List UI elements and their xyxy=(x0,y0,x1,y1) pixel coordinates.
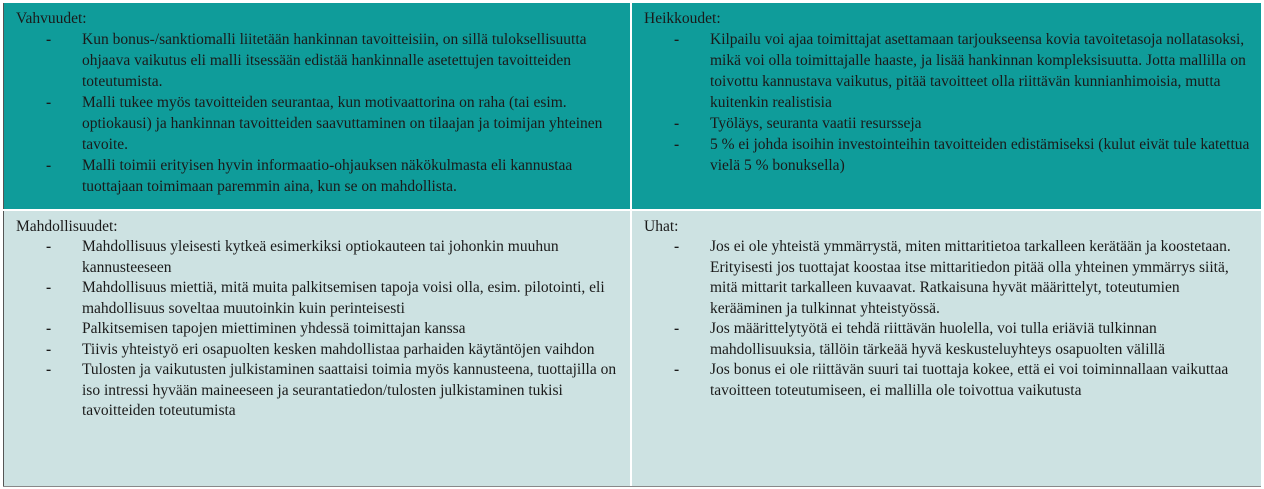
bullet-dash: - xyxy=(46,157,52,174)
list-item-text: Jos ei ole yhteistä ymmärrystä, miten mittaritietoa tarkalleen kerätään ja koostetaan. Erityisesti jos tuottajat koostaa itse mittaritiedon pitää olla yhteinen ymmärrys siitä, mitä mittarit tarkalleen kuvaavat. Ratkaisuna hyvät määrittelyt, toteutumien kerääminen ja tulkinnat yhteistyössä. xyxy=(710,238,1231,317)
bullet-dash: - xyxy=(674,320,680,337)
bullet-dash: - xyxy=(674,136,680,153)
bullet-dash: - xyxy=(674,361,680,378)
list-item xyxy=(16,237,620,278)
threats-cell xyxy=(632,211,1261,486)
list-item xyxy=(16,92,620,155)
opportunities-cell xyxy=(3,211,630,486)
list-item xyxy=(16,278,620,319)
weaknesses-list xyxy=(644,29,1251,176)
list-item-text: Jos määrittelytyötä ei tehdä riittävän huolella, voi tulla eriäviä tulkinnan mahdollisuuksia, tällöin tärkeää hyvä keskusteluyhteys osapuolten välillä xyxy=(710,320,1165,358)
list-item xyxy=(644,360,1251,401)
opportunities-title: Mahdollisuudet: xyxy=(16,218,118,235)
list-item-text: Kilpailu voi ajaa toimittajat asettamaan tarjoukseensa kovia tavoitetasoja nollatasoksi, mikä voi olla toimittajalle haaste, ja lisää hankinnan kompleksisuutta. Jotta mallilla on toivottu kannustava vaikutus, pitää tavoitteet olla riittävän kunnianhimoisia, mutta kuitenkin realistisia xyxy=(710,31,1246,111)
weaknesses-title: Heikkoudet: xyxy=(644,10,721,27)
list-item-text: Tiivis yhteistyö eri osapuolten kesken mahdollistaa parhaiden käytäntöjen vaihdon xyxy=(82,340,595,358)
list-item xyxy=(644,113,1251,134)
bullet-dash: - xyxy=(46,361,52,378)
bullet-dash: - xyxy=(674,238,680,255)
bullet-dash: - xyxy=(674,115,680,132)
list-item xyxy=(16,360,620,422)
list-item xyxy=(16,319,620,340)
bullet-dash: - xyxy=(674,31,680,48)
list-item-text: Palkitsemisen tapojen miettiminen yhdessä toimittajan kanssa xyxy=(82,320,466,337)
swot-table xyxy=(3,3,1261,486)
list-item xyxy=(16,29,620,92)
threats-title: Uhat: xyxy=(644,218,679,235)
list-item-text: 5 % ei johda isoihin investointeihin tavoitteiden edistämiseksi (kulut eivät tule katettua vielä 5 % bonuksella) xyxy=(710,136,1250,174)
strengths-cell xyxy=(3,3,630,209)
list-item xyxy=(644,134,1251,176)
weaknesses-cell xyxy=(632,3,1261,209)
strengths-title: Vahvuudet: xyxy=(16,10,87,27)
strengths-list xyxy=(16,29,620,197)
bullet-dash: - xyxy=(46,279,52,296)
list-item-text: Mahdollisuus yleisesti kytkeä esimerkiksi optiokauteen tai johonkin muuhun kannusteeseen xyxy=(82,238,559,276)
list-item-text: Tulosten ja vaikutusten julkistaminen saattaisi toimia myös kannusteena, tuottajilla on iso intressi hyvään maineeseen ja seurantatiedon/tulosten julkistaminen tukisi tavoitteiden toteutumista xyxy=(82,361,617,419)
bullet-dash: - xyxy=(46,340,52,358)
bullet-dash: - xyxy=(46,320,52,337)
list-item-text: Työläys, seuranta vaatii resursseja xyxy=(710,115,922,132)
list-item xyxy=(644,29,1251,113)
bullet-dash: - xyxy=(46,31,52,48)
opportunities-list xyxy=(16,237,620,422)
list-item xyxy=(644,237,1251,319)
list-item-text: Mahdollisuus miettiä, mitä muita palkitsemisen tapoja voisi olla, esim. pilotointi, eli mahdollisuus soveltaa muutoinkin kuin perinteisesti xyxy=(82,279,605,317)
threats-list xyxy=(644,237,1251,401)
bullet-dash: - xyxy=(46,238,52,255)
list-item-text: Jos bonus ei ole riittävän suuri tai tuottaja kokee, että ei voi toiminnallaan vaikuttaa tavoitteen toteutumiseen, ei mallilla ole toivottua vaikutusta xyxy=(710,361,1229,399)
list-item-text: Malli toimii erityisen hyvin informaatio-ohjauksen näkökulmasta eli kannustaa tuottajaan toimimaan paremmin aina, kun se on mahdollista. xyxy=(82,157,573,195)
list-item xyxy=(644,319,1251,360)
list-item xyxy=(16,155,620,197)
list-item xyxy=(16,340,620,361)
table-bottom-border xyxy=(3,486,1261,487)
list-item-text: Malli tukee myös tavoitteiden seurantaa, kun motivaattorina on raha (tai esim. optiokausi) ja hankinnan tavoitteiden saavuttaminen on tilaajan ja toimijan yhteinen tavoite. xyxy=(82,94,603,153)
list-item-text: Kun bonus-/sanktiomalli liitetään hankinnan tavoitteisiin, on sillä tuloksellisuutta ohjaava vaikutus eli malli itsessään edistää hankinnalle asetettujen tavoitteiden toteutumista. xyxy=(82,31,587,90)
bullet-dash: - xyxy=(46,94,52,111)
